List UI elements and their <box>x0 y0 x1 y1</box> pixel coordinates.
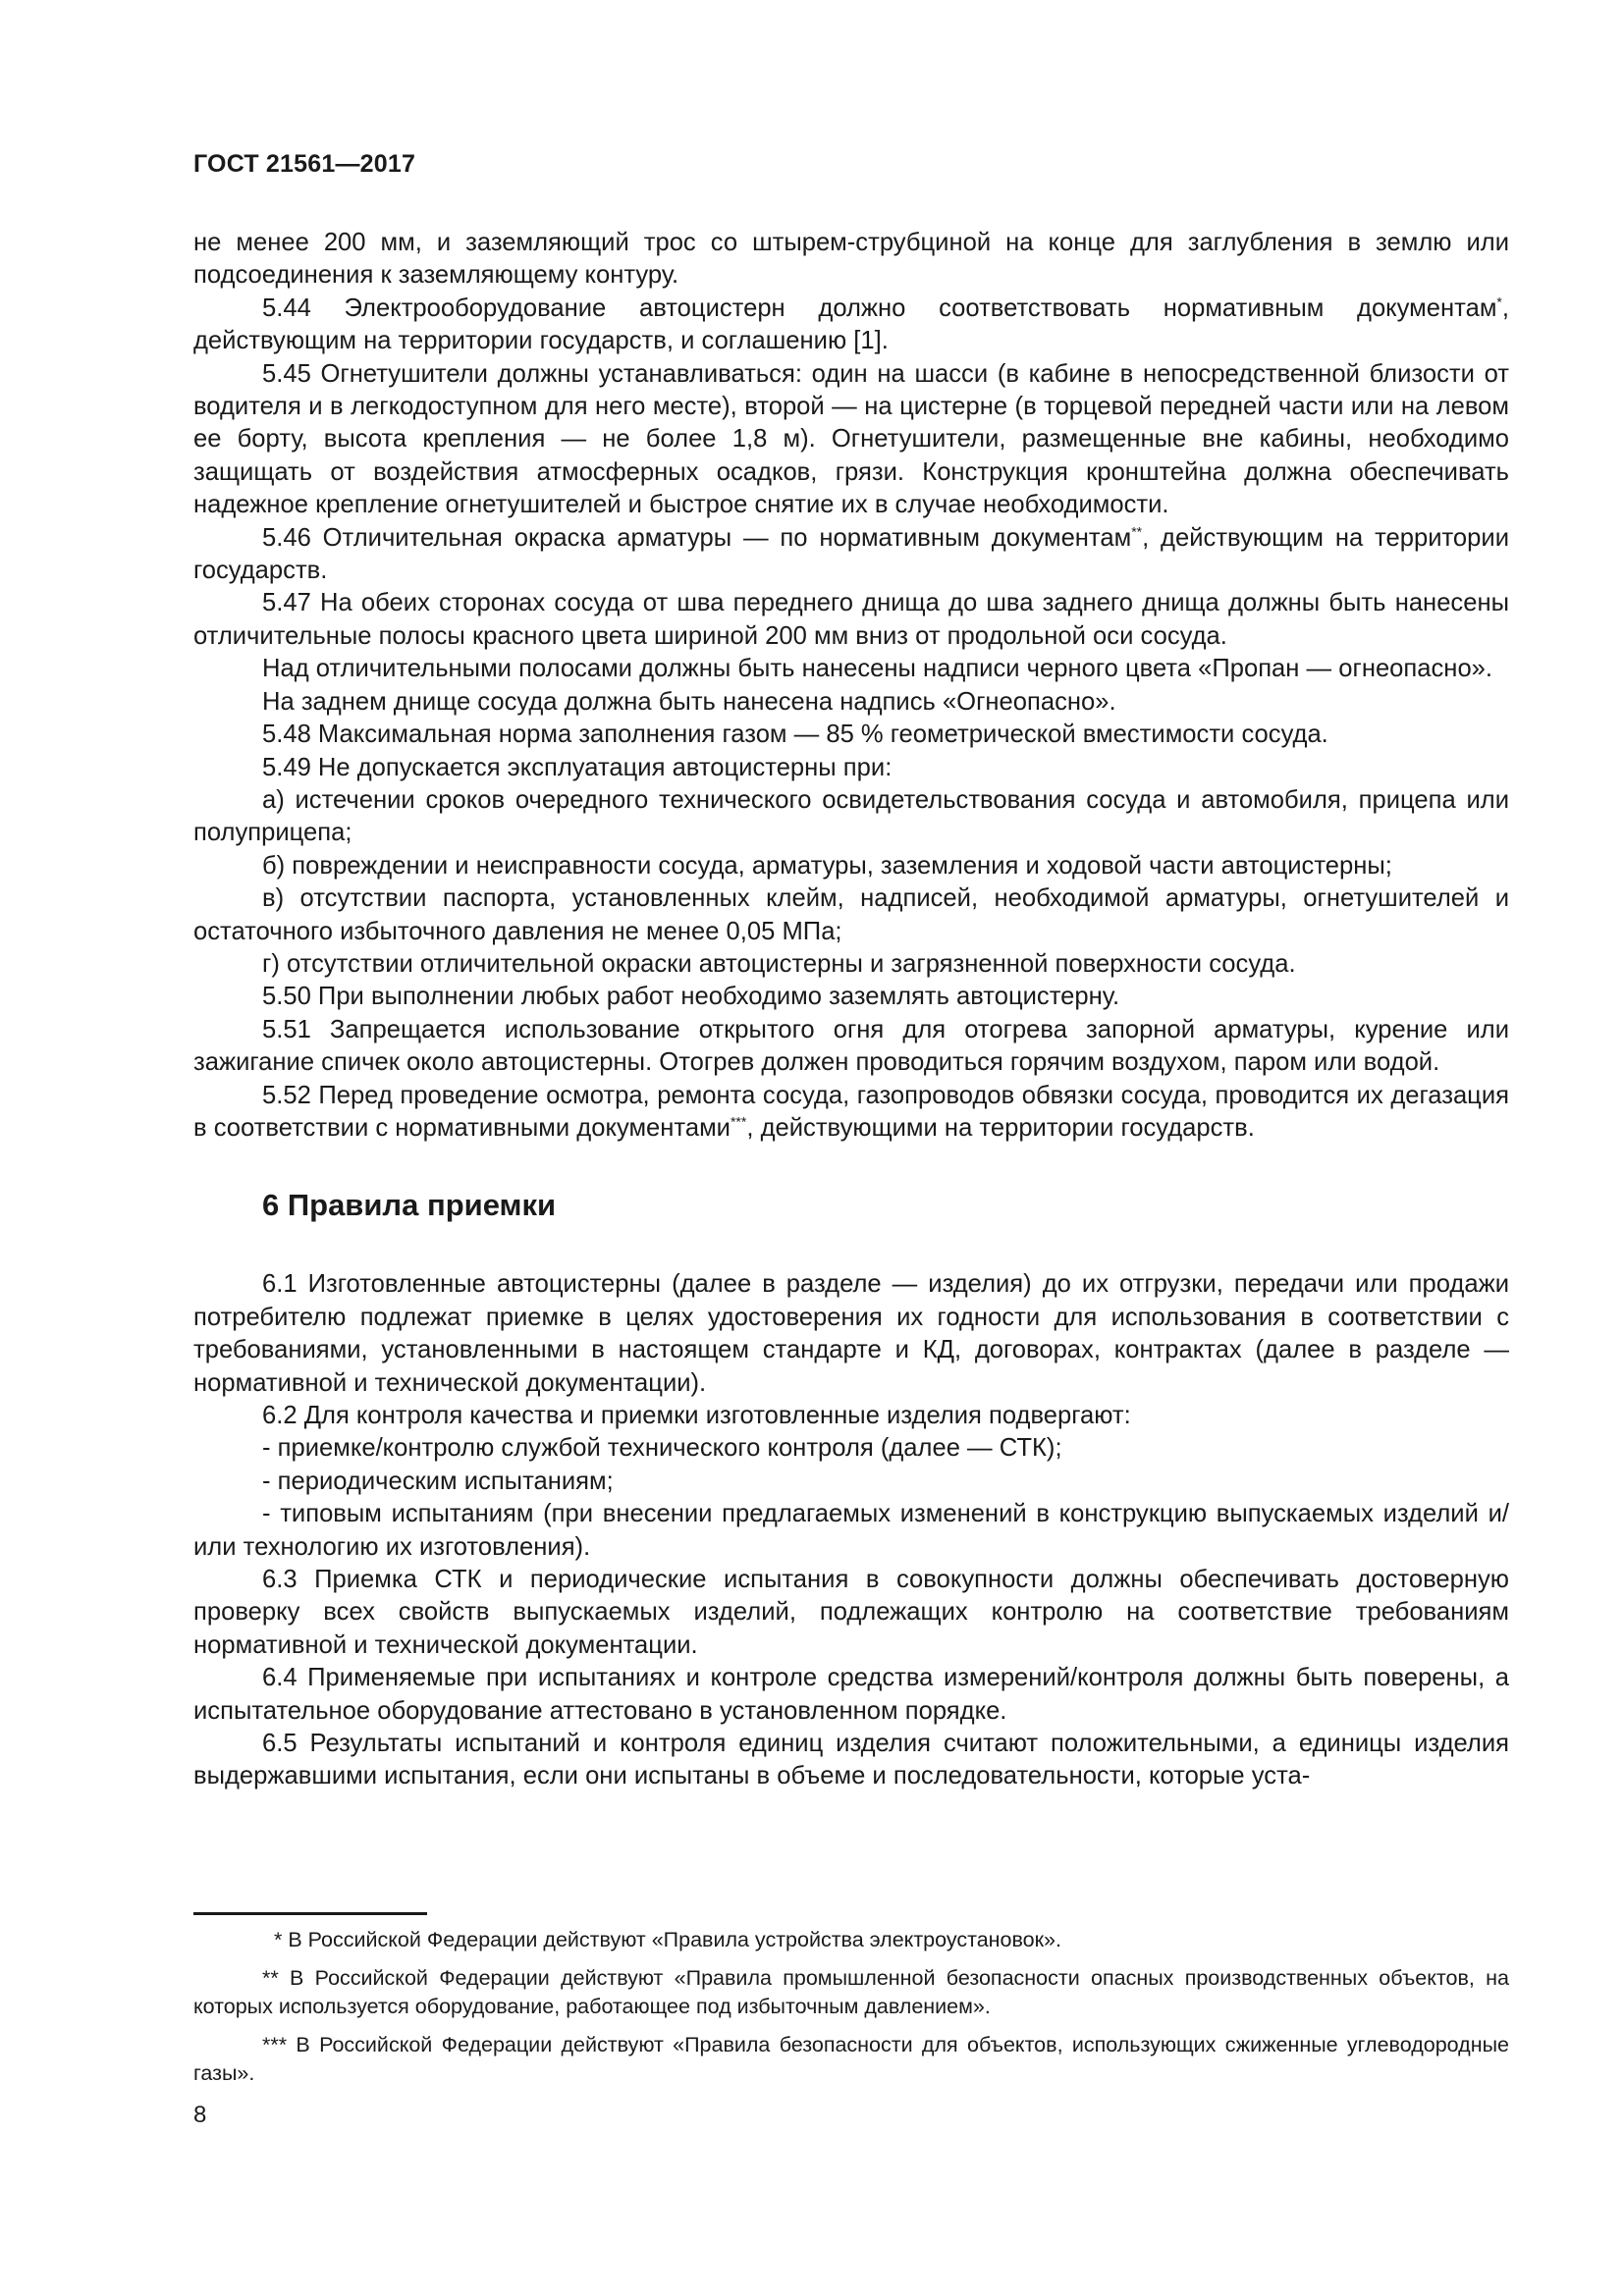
footnote-2: ** В Российской Федерации действуют «Правила промышленной безопасности опасных производственных объектов, на которых используется оборудование, работающее под избыточным давлением». <box>193 1966 1509 2018</box>
page-number: 8 <box>193 2102 207 2128</box>
paragraph-stripes-inscription: Над отличительными полосами должны быть нанесены надписи черного цвета «Пропан — огнеопасно». <box>262 655 1493 683</box>
paragraph-5-45: 5.45 Огнетушители должны устанавливаться: один на шасси (в кабине в непосредственной близости от водителя и в легкодоступном для него месте), второй — на цистерне (в торцевой передней части или на левом ее борту, высота крепления — не более 1,8 м). Огнетушители, размещенные вне кабины, необходимо защищать от воздействия атмосферных осадков, грязи. Конструкция кронштейна должна обеспечивать надежное крепление огнетушителей и быстрое снятие их в случае необходимости. <box>193 359 1509 519</box>
paragraph-5-50: 5.50 При выполнении любых работ необходимо заземлять автоцистерну. <box>262 983 1120 1011</box>
list-item-v: в) отсутствии паспорта, установленных клейм, надписей, необходимой арматуры, огнетушителей и остаточного избыточного давления не менее 0,05 МПа; <box>193 884 1509 945</box>
paragraph-text: 5.52 Перед проведение осмотра, ремонта сосуда, газопроводов обвязки сосуда, проводится их дегазация в соответствии с нормативными документами <box>193 1081 1509 1142</box>
paragraph-continuation: не менее 200 мм, и заземляющий трос со штырем-струбциной на конце для заглубления в землю или подсоединения к заземляющему контуру. <box>193 229 1509 290</box>
paragraph-5-44 <box>193 293 1509 358</box>
paragraph-text: , действующим на территории государств. <box>193 523 1509 585</box>
paragraph-5-51: 5.51 Запрещается использование открытого огня для отогрева запорной арматуры, курение или зажигание спичек около автоцистерны. Отогрев должен проводиться горячим воздухом, паром или водой. <box>193 1015 1509 1077</box>
list-item-stk: - приемке/контролю службой технического контроля (далее — СТК); <box>262 1434 1062 1463</box>
paragraph-6-4: 6.4 Применяемые при испытаниях и контроле средства измерений/контроля должны быть поверены, а испытательное оборудование аттестовано в установленном порядке. <box>193 1664 1509 1725</box>
paragraph-6-1: 6.1 Изготовленные автоцистерны (далее в разделе — изделия) до их отгрузки, передачи или продажи потребителю подлежат приемке в целях удостоверения их годности для использования в соответствии с требованиями, установленными в настоящем стандарте и КД, договорах, контрактах (далее в разделе — нормативной и технической документации). <box>193 1270 1509 1397</box>
footnote-marker: ** <box>1131 523 1143 540</box>
footnote-1: * В Российской Федерации действуют «Правила устройства электроустановок». <box>274 1928 1061 1951</box>
paragraph-6-3: 6.3 Приемка СТК и периодические испытания в совокупности должны обеспечивать достоверную проверку всех свойств выпускаемых изделий, подлежащих контролю на соответствие требованиям нормативной и технической документации. <box>193 1566 1509 1659</box>
list-item-b: б) повреждении и неисправности сосуда, арматуры, заземления и ходовой части автоцистерны; <box>262 851 1392 880</box>
document-body <box>193 227 1509 1793</box>
footnote-marker: *** <box>730 1113 747 1130</box>
list-item-a: а) истечении сроков очередного технического освидетельствования сосуда и автомобиля, прицепа или полуприцепа; <box>193 785 1509 847</box>
paragraph-6-5: 6.5 Результаты испытаний и контроля единиц изделия считают положительными, а единицы изделия выдержавшими испытания, если они испытаны в объеме и последовательности, которые уста- <box>193 1730 1509 1790</box>
paragraph-text: 5.44 Электрооборудование автоцистерн должно соответствовать нормативным документам <box>262 294 1497 322</box>
footnotes <box>193 1926 1509 2098</box>
paragraph-text: , действующим на территории государств, и соглашению [1]. <box>193 294 1509 355</box>
paragraph-5-46 <box>193 522 1509 588</box>
list-item-type-tests: - типовым испытаниям (при внесении предлагаемых изменений в конструкцию выпускаемых изделий и/или технологию их изготовления). <box>193 1500 1509 1561</box>
paragraph-text: 5.46 Отличительная окраска арматуры — по нормативным документам <box>262 523 1132 552</box>
paragraph-5-48: 5.48 Максимальная норма заполнения газом — 85 % геометрической вместимости сосуда. <box>262 721 1328 749</box>
section-title: 6 Правила приемки <box>262 1188 557 1223</box>
footnote-marker: * <box>1496 294 1502 310</box>
paragraph-6-2: 6.2 Для контроля качества и приемки изготовленные изделия подвергают: <box>262 1402 1131 1429</box>
paragraph-5-52 <box>193 1080 1509 1146</box>
list-item-g: г) отсутствии отличительной окраски автоцистерны и загрязненной поверхности сосуда. <box>262 949 1296 978</box>
paragraph-5-47: 5.47 На обеих сторонах сосуда от шва переднего днища до шва заднего днища должны быть нанесены отличительные полосы красного цвета шириной 200 мм вниз от продольной оси сосуда. <box>193 589 1509 650</box>
paragraph-text: , действующими на территории государств. <box>746 1113 1255 1142</box>
footnote-3: *** В Российской Федерации действуют «Правила безопасности для объектов, использующих сжиженные углеводородные газы». <box>193 2033 1509 2085</box>
document-header: ГОСТ 21561—2017 <box>193 150 416 178</box>
paragraph-5-49: 5.49 Не допускается эксплуатация автоцистерны при: <box>262 753 893 781</box>
paragraph-rear-inscription: На заднем днище сосуда должна быть нанесена надпись «Огнеопасно». <box>262 687 1116 716</box>
footnote-divider <box>193 1912 427 1915</box>
list-item-periodic: - периодическим испытаниям; <box>262 1467 614 1495</box>
